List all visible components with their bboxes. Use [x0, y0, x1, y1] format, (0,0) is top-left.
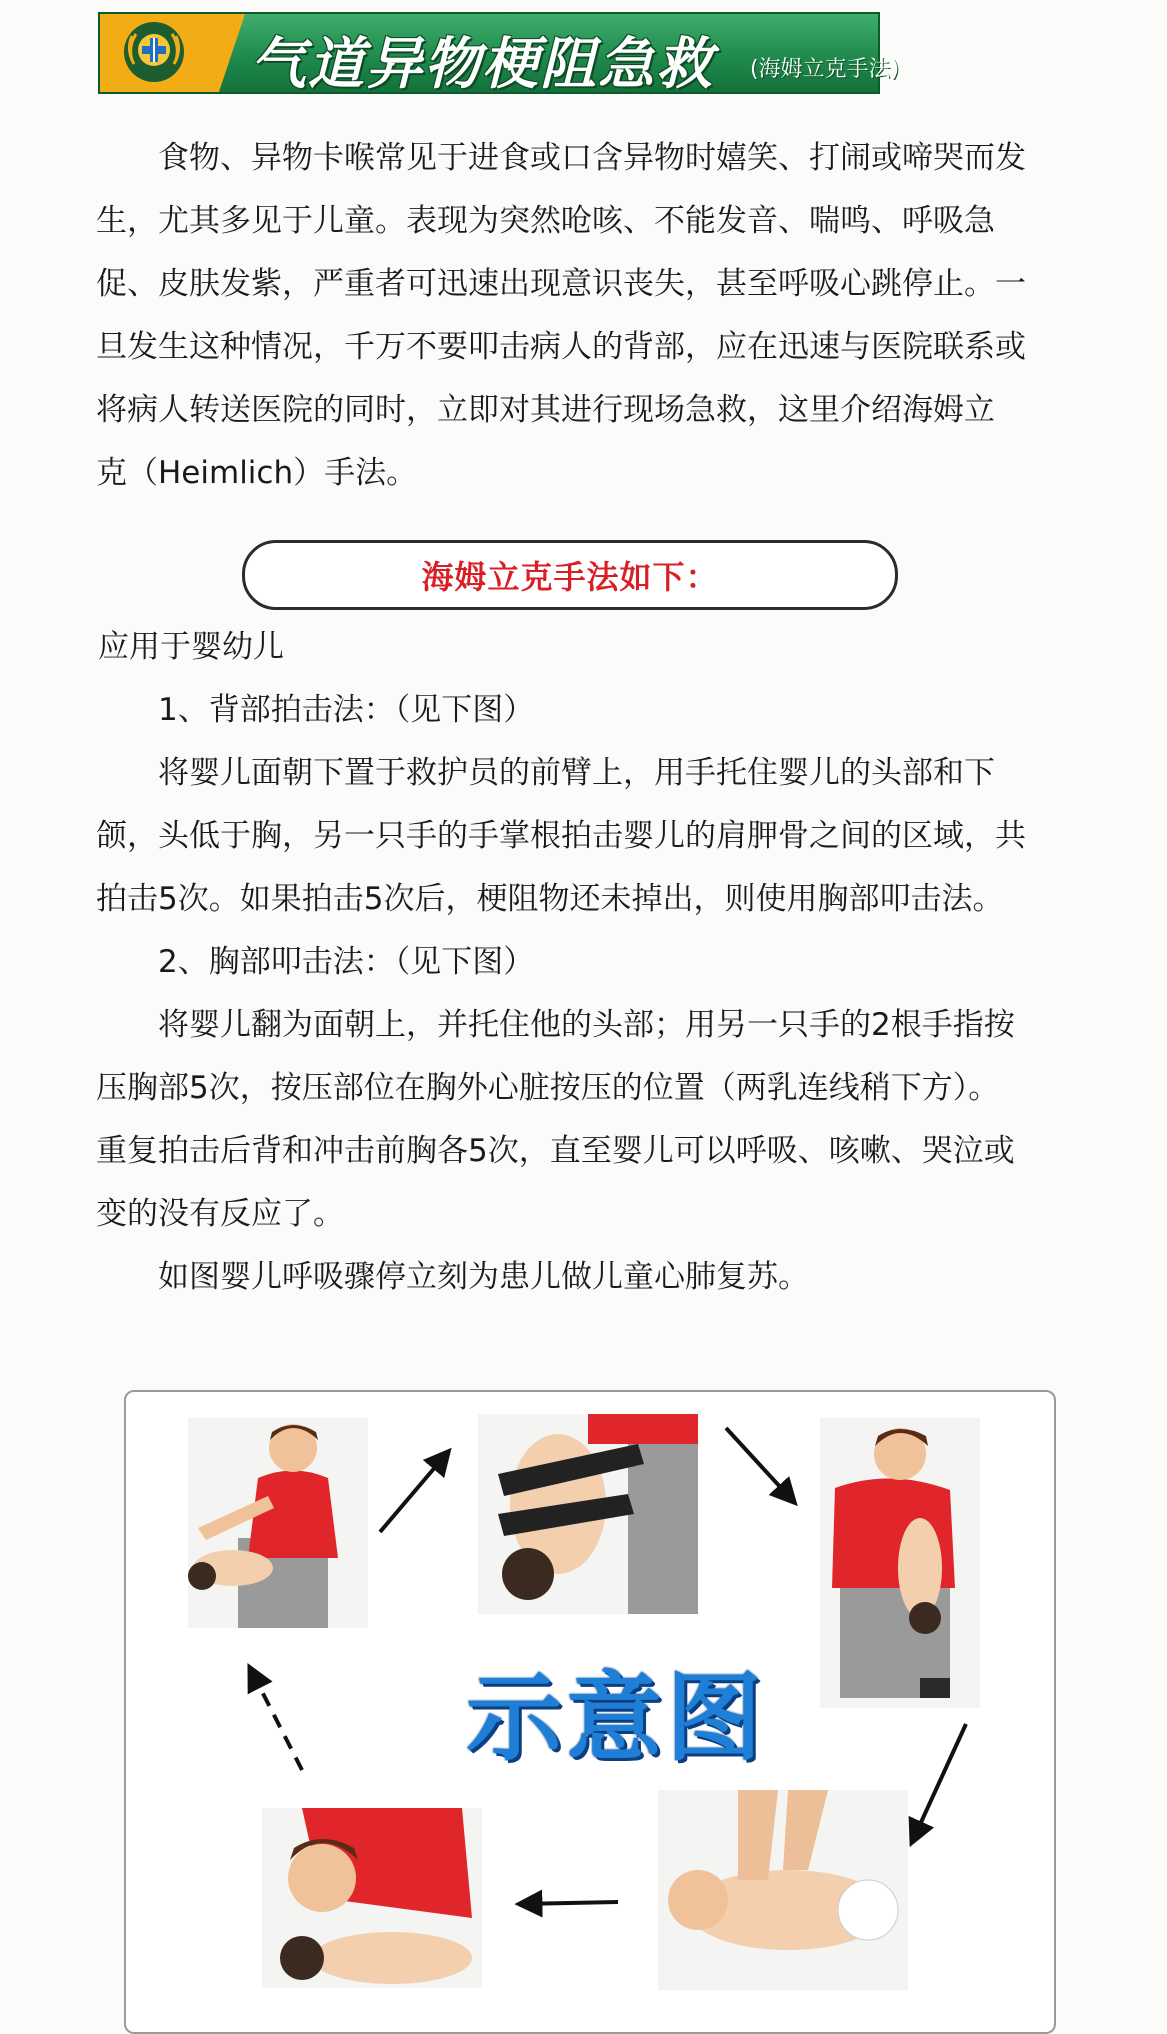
illustration-figure [124, 1390, 1056, 2034]
step-line: 重复拍击后背和冲击前胸各5次，直至婴儿可以呼吸、咳嗽、哭泣或 [96, 1133, 1015, 1169]
intro-line: 旦发生这种情况，千万不要叩击病人的背部，应在迅速与医院联系或 [96, 329, 1026, 365]
method-heading-box [242, 540, 898, 610]
intro-line: 生，尤其多见于儿童。表现为突然呛咳、不能发音、喘鸣、呼吸急 [96, 203, 995, 239]
step-line: 拍击5次。如果拍击5次后，梗阻物还未掉出，则使用胸部叩击法。 [96, 881, 1004, 917]
step-title: 1、背部拍击法：（见下图） [158, 692, 535, 728]
method-heading: 海姆立克手法如下： [421, 558, 719, 596]
figure-caption: 示意图 [466, 1662, 766, 1774]
intro-line: 食物、异物卡喉常见于进食或口含异物时嬉笑、打闹或啼哭而发 [158, 140, 1026, 176]
step-title: 2、胸部叩击法：（见下图） [158, 944, 535, 980]
intro-line: 克（Heimlich）手法。 [96, 455, 418, 491]
closing-line: 如图婴儿呼吸骤停立刻为患儿做儿童心肺复苏。 [158, 1259, 809, 1295]
page-subtitle: (海姆立克手法) [750, 57, 900, 82]
emergency-emblem-icon [122, 20, 186, 84]
intro-line: 促、皮肤发紫，严重者可迅速出现意识丧失，甚至呼吸心跳停止。一 [96, 266, 1026, 302]
target-group: 应用于婴幼儿 [98, 629, 284, 665]
step-line: 将婴儿翻为面朝上，并托住他的头部；用另一只手的2根手指按 [158, 1007, 1015, 1043]
arrow-down-icon [912, 1724, 966, 1842]
arrow-right-up-icon [380, 1452, 448, 1532]
step-line: 变的没有反应了。 [96, 1196, 344, 1232]
step-line: 压胸部5次，按压部位在胸外心脏按压的位置（两乳连线稍下方）。 [96, 1070, 1000, 1106]
header-banner [98, 12, 900, 97]
flow-arrows [126, 1392, 1054, 2032]
page-title: 气道异物梗阻急救 [250, 32, 714, 97]
arrow-right-down-icon [726, 1428, 794, 1502]
intro-line: 将病人转送医院的同时，立即对其进行现场急救，这里介绍海姆立 [96, 392, 995, 428]
step-line: 颌，头低于胸，另一只手的手掌根拍击婴儿的肩胛骨之间的区域，共 [96, 818, 1026, 854]
arrow-up-dashed-icon [250, 1668, 302, 1770]
arrow-left-icon [520, 1902, 618, 1904]
step-line: 将婴儿面朝下置于救护员的前臂上，用手托住婴儿的头部和下 [158, 755, 995, 791]
